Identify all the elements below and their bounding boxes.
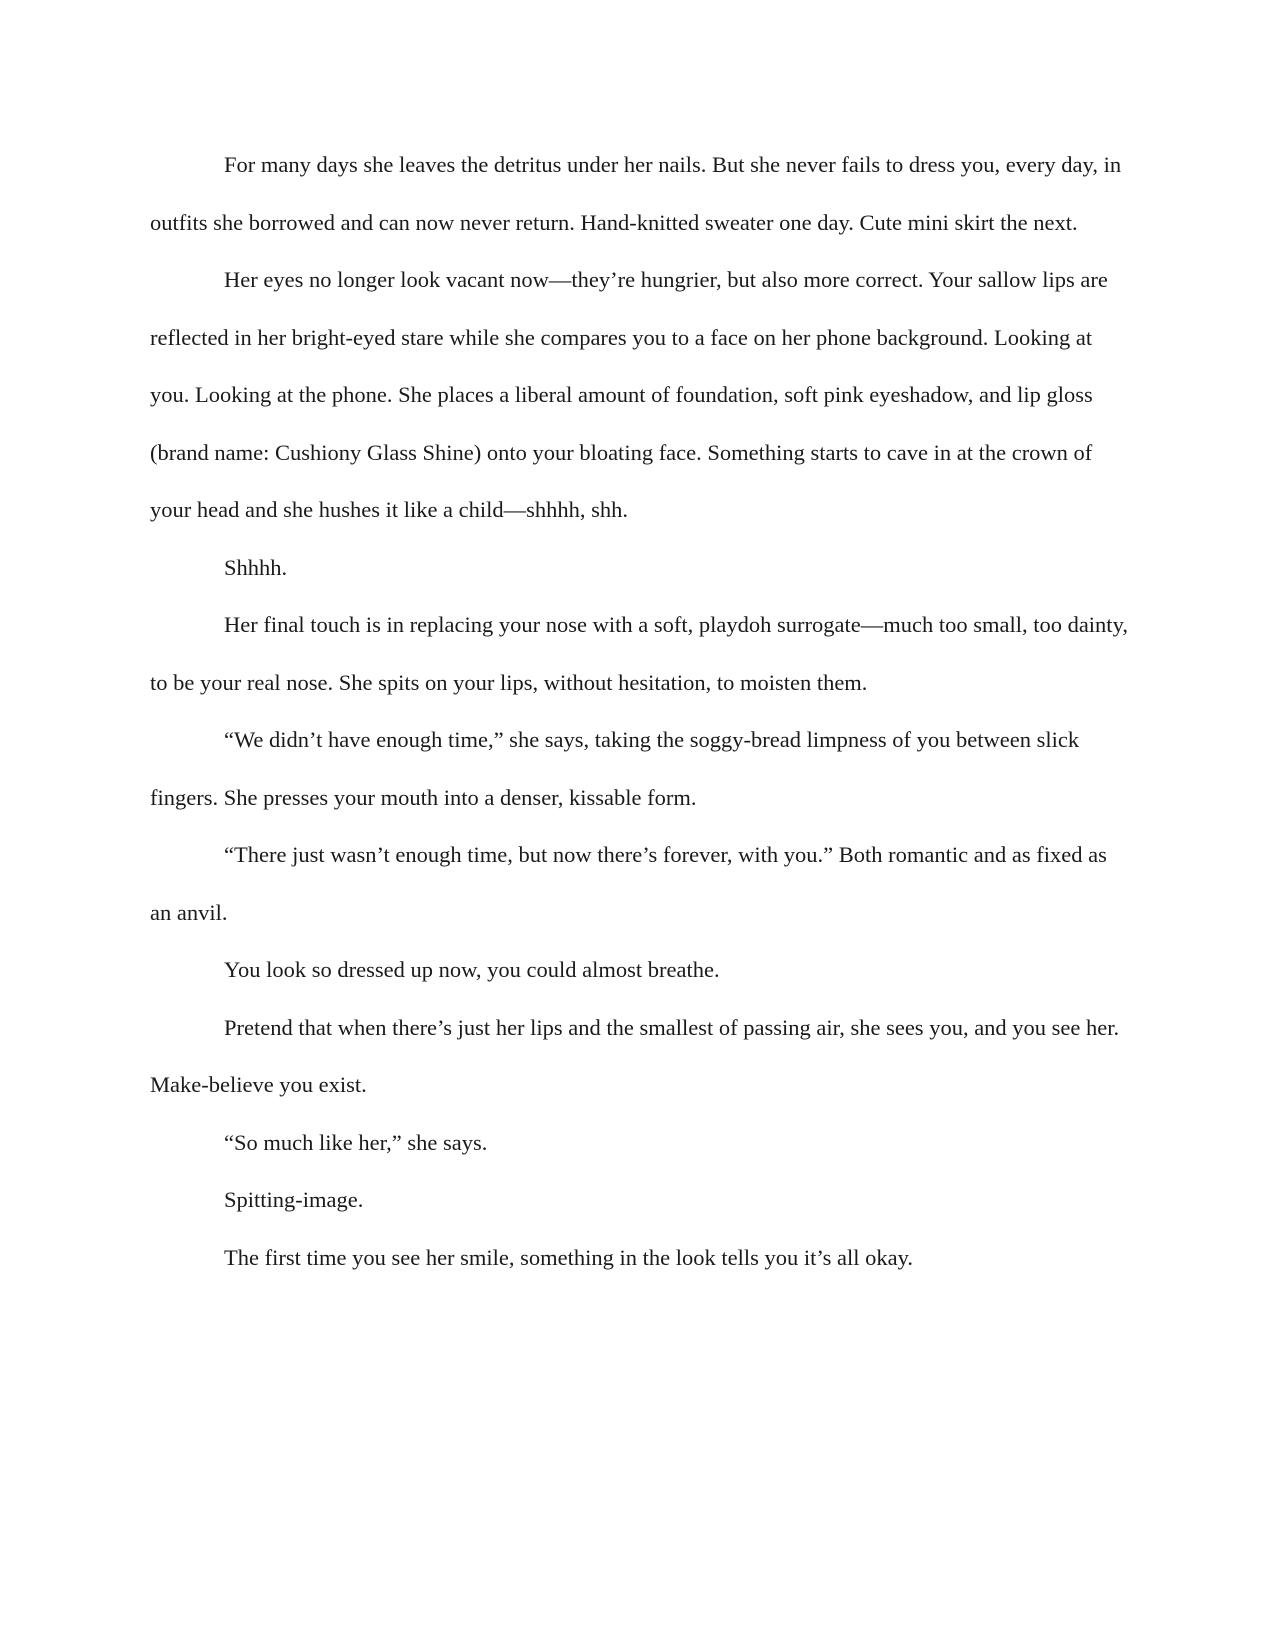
paragraph: Shhhh. [224,554,288,580]
paragraph: Her final touch is in replacing your nose with a soft, playdoh surrogate—much too small, too dainty, to be your real nose. She spits on your lips, without hesitation, to moisten them. [150,612,1128,695]
paragraph: “We didn’t have enough time,” she says, taking the soggy-bread limpness of you between slick fingers. She presses your mouth into a denser, kissable form. [150,727,1080,810]
paragraph: The first time you see her smile, something in the look tells you it’s all okay. [224,1244,914,1270]
paragraph: Spitting-image. [224,1187,364,1212]
paragraph: Pretend that when there’s just her lips and the smallest of passing air, she sees you, and you see her. Make-believe you exist. [150,1014,1120,1097]
paragraph: For many days she leaves the detritus under her nails. But she never fails to dress you, every day, in outfits she borrowed and can now never return. Hand-knitted sweater one day. Cute mini skirt the next. [150,152,1122,235]
paragraph: “So much like her,” she says. [224,1129,488,1155]
paragraph: You look so dressed up now, you could almost breathe. [224,957,720,982]
paragraph: “There just wasn’t enough time, but now there’s forever, with you.” Both romantic and as fixed as an anvil. [150,842,1107,925]
paragraph: Her eyes no longer look vacant now—they’re hungrier, but also more correct. Your sallow lips are reflected in her bright-eyed stare while she compares you to a face on her phone background. Looking at you. Looking at the phone. She places a liberal amount of foundation, soft pink eyeshadow, and lip gloss (brand name: Cushiony Glass Shine) onto your bloating face. Something starts to cave in at the crown of your head and she hushes it like a child—shhhh, shh. [150,267,1108,522]
body-text [150,136,1130,1286]
